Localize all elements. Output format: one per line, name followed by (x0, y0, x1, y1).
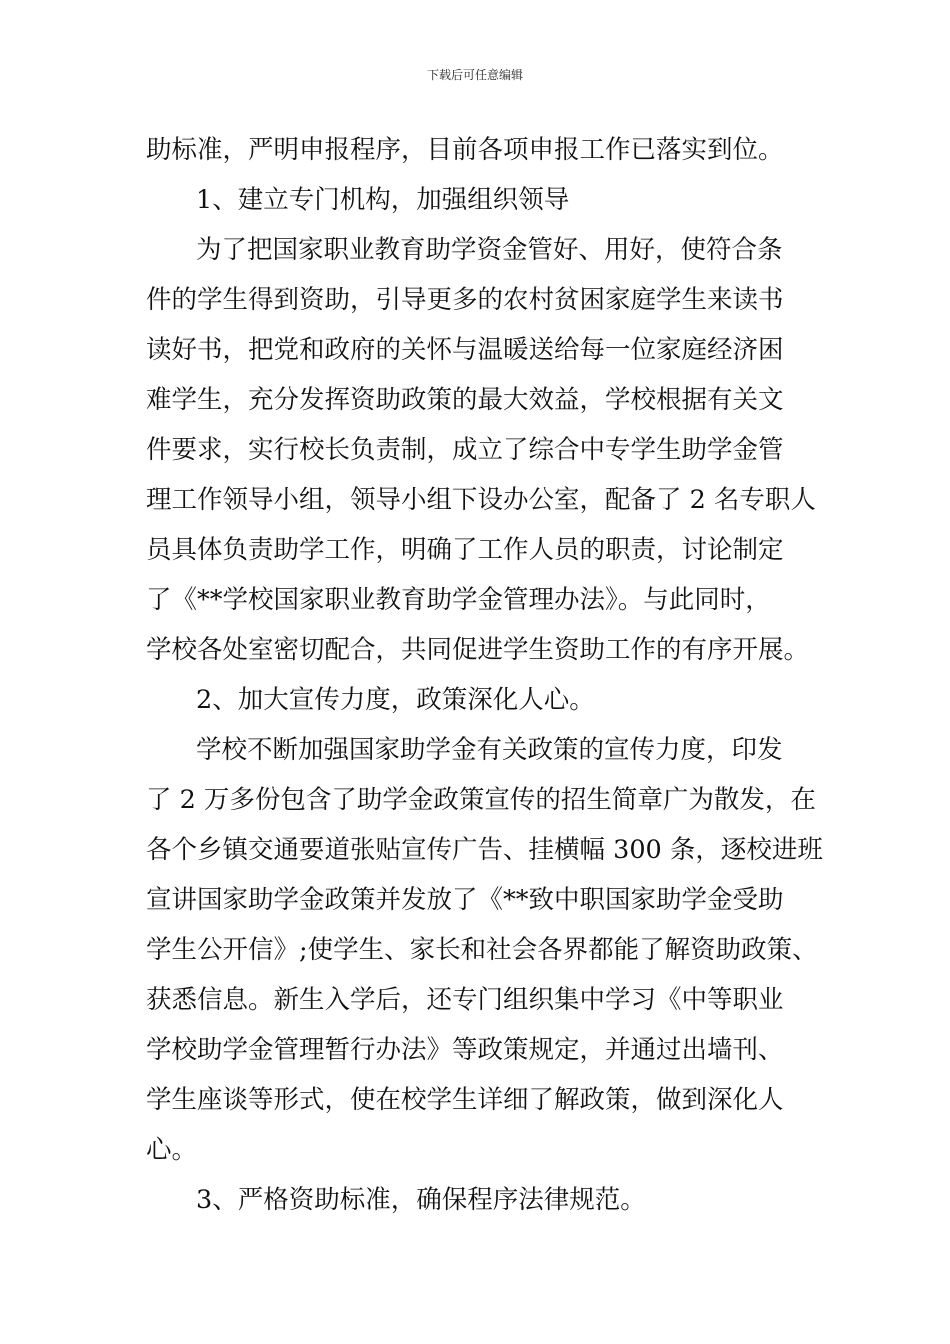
body-line: 件的学生得到资助，引导更多的农村贫困家庭学生来读书 (146, 285, 784, 315)
body-line: 学校不断加强国家助学金有关政策的宣传力度，印发 (196, 735, 783, 765)
body-line: 学生公开信》;使学生、家长和社会各界都能了解资助政策、 (146, 935, 818, 965)
body-line: 各个乡镇交通要道张贴宣传广告、挂横幅 300 条，逐校进班 (146, 835, 823, 865)
body-line: 了《**学校国家职业教育助学金管理办法》。与此同时， (146, 585, 771, 615)
body-line: 员具体负责助学工作，明确了工作人员的职责，讨论制定 (146, 535, 784, 565)
section-heading: 1、建立专门机构，加强组织领导 (196, 185, 570, 215)
page-header: 下载后可任意编辑 (426, 68, 523, 82)
body-line: 助标准，严明申报程序，目前各项申报工作已落实到位。 (146, 135, 784, 165)
body-line: 了 2 万多份包含了助学金政策宣传的招生简章广为散发，在 (146, 785, 816, 815)
body-line: 读好书，把党和政府的关怀与温暖送给每一位家庭经济困 (146, 335, 784, 365)
body-line: 心。 (146, 1135, 198, 1165)
body-line: 获悉信息。新生入学后，还专门组织集中学习《中等职业 (146, 985, 784, 1015)
body-line: 学校各处室密切配合，共同促进学生资助工作的有序开展。 (146, 635, 810, 665)
body-line: 宣讲国家助学金政策并发放了《**致中职国家助学金受助 (146, 885, 784, 915)
body-line: 学生座谈等形式，使在校学生详细了解政策，做到深化人 (146, 1085, 784, 1115)
body-line: 理工作领导小组，领导小组下设办公室，配备了 2 名专职人 (146, 485, 816, 515)
body-line: 为了把国家职业教育助学资金管好、用好，使符合条 (196, 235, 783, 265)
section-heading: 3、严格资助标准，确保程序法律规范。 (196, 1185, 646, 1215)
body-line: 难学生，充分发挥资助政策的最大效益，学校根据有关文 (146, 385, 784, 415)
section-heading: 2、加大宣传力度，政策深化人心。 (196, 685, 595, 715)
body-line: 学校助学金管理暂行办法》等政策规定，并通过出墙刊、 (146, 1035, 784, 1065)
body-line: 件要求，实行校长负责制，成立了综合中专学生助学金管 (146, 435, 784, 465)
